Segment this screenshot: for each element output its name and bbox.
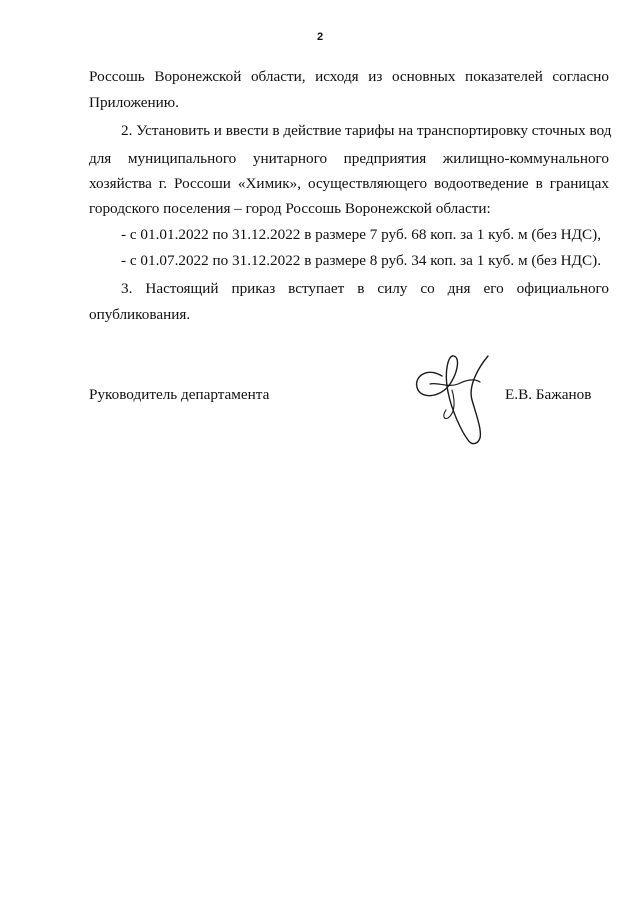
signer-name: Е.В. Бажанов xyxy=(505,386,592,403)
paragraph-line: Приложению. xyxy=(89,94,179,111)
paragraph-line: для муниципального унитарного предприятия жилищно-коммунального xyxy=(89,150,609,167)
page-number: 2 xyxy=(316,31,324,43)
paragraph-line: Россошь Воронежской области, исходя из основных показателей согласно xyxy=(89,68,609,85)
paragraph-line: городского поселения – город Россошь Воронежской области: xyxy=(89,200,491,217)
handwritten-signature xyxy=(408,344,498,454)
tariff-line: - с 01.01.2022 по 31.12.2022 в размере 7 руб. 68 коп. за 1 куб. м (без НДС), xyxy=(121,226,601,243)
signer-position: Руководитель департамента xyxy=(89,386,270,403)
tariff-line: - с 01.07.2022 по 31.12.2022 в размере 8 руб. 34 коп. за 1 куб. м (без НДС). xyxy=(121,252,601,269)
paragraph-line: 3. Настоящий приказ вступает в силу со дня его официального xyxy=(121,280,609,297)
paragraph-line: хозяйства г. Россоши «Химик», осуществляющего водоотведение в границах xyxy=(89,175,609,192)
paragraph-line: опубликования. xyxy=(89,306,191,323)
paragraph-line: 2. Установить и ввести в действие тарифы на транспортировку сточных вод xyxy=(121,122,612,139)
